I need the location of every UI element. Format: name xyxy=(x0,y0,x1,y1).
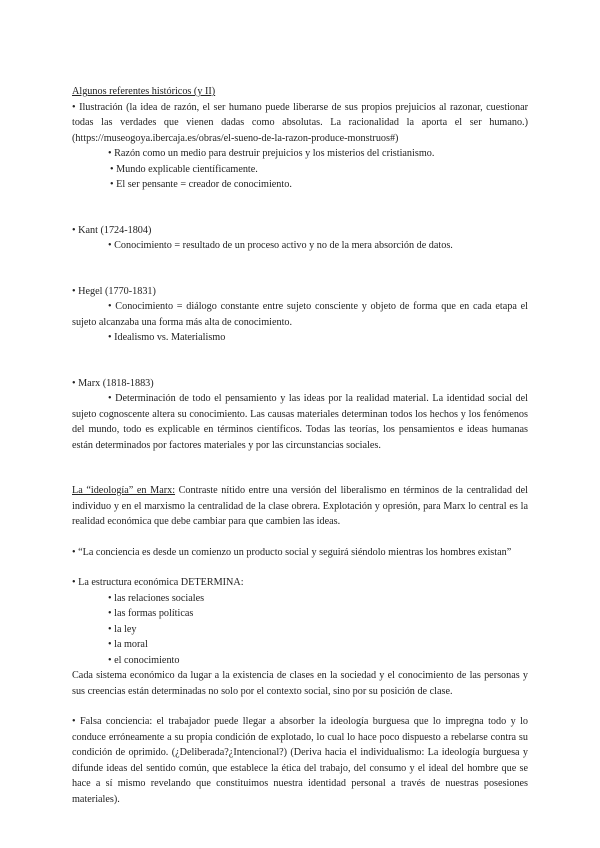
hegel-title: • Hegel (1770-1831) xyxy=(72,285,156,297)
list-item: • la ley xyxy=(108,623,137,635)
list-item: • Razón como un medio para destruir prejuicios y los misterios del cristianismo. xyxy=(108,148,435,159)
marx-title: • Marx (1818-1883) xyxy=(72,377,154,389)
list-item: • Idealismo vs. Materialismo xyxy=(108,332,226,343)
ideologia-paragraph xyxy=(72,483,528,530)
list-item: • Mundo explicable científicamente. xyxy=(110,163,258,175)
estructura-list xyxy=(72,591,528,669)
marx-paragraph: • Determinación de todo el pensamiento y las ideas por la realidad material. La identidad social del sujeto cognoscente altera su conocimiento. Las causas materiales determinan todos los hechos y los fenómenos del mundo, todo es explicable en términos científicos. Todas las teorías, los pensamientos e ideas humanas están determinados por factores materiales y por las circunstancias sociales. xyxy=(72,393,528,451)
ideologia-heading: La “ideología” en Marx: xyxy=(72,485,176,496)
falsa-conciencia-paragraph: • Falsa conciencia: el trabajador puede llegar a absorber la ideología burguesa que lo impregna todo y lo conduce erróneamente a su propia condición de explotado, lo cual lo hace poco dispuesto a rebelarse contra su condición de oprimido. (¿Deliberada?¿Intencional?) (Deriva hacia el individualismo: La ideología burguesa y difunde ideas del sentido común, que establece la ética del trabajo, del consumo y el ideal del hombre que se hace a sí mismo revelando que constituimos nuestra identidad personal a través de nuestras posesiones materiales). xyxy=(72,716,528,805)
ilustracion-bullets xyxy=(72,146,528,193)
kant-title: • Kant (1724-1804) xyxy=(72,224,152,236)
cada-sistema-paragraph: Cada sistema económico da lugar a la existencia de clases en la sociedad y el conocimiento de las personas y sus creencias están determinadas no solo por el contexto social, sino por su posición de clase. xyxy=(72,670,528,697)
list-item: • las relaciones sociales xyxy=(108,592,205,604)
hegel-paragraph: • Conocimiento = diálogo constante entre sujeto consciente y objeto de forma que en cada etapa el sujeto alcanzaba una forma más alta de conocimiento. xyxy=(72,301,528,328)
document-page xyxy=(72,84,528,807)
list-item: • El ser pensante = creador de conocimiento. xyxy=(110,179,292,190)
estructura-title: • La estructura económica DETERMINA: xyxy=(72,577,244,588)
list-item: • Conocimiento = resultado de un proceso activo y no de la mera absorción de datos. xyxy=(108,240,453,251)
list-item: • la moral xyxy=(108,639,148,650)
quote-paragraph: • “La conciencia es desde un comienzo un producto social y seguirá siéndolo mientras los hombres existan” xyxy=(72,546,512,558)
list-item: • el conocimiento xyxy=(108,654,180,666)
section-heading: Algunos referentes históricos (y II) xyxy=(72,86,216,97)
list-item: • las formas políticas xyxy=(108,608,194,619)
ideologia-intro: Contraste nítido entre una versión del liberalismo en términos de la centralidad del individuo y en el marxismo la centralidad de la clase obrera. Explotación y opresión, para Marx lo central es la realidad económica que debe cambiar para que cambien las ideas. xyxy=(72,485,528,527)
ilustracion-paragraph: • Ilustración (la idea de razón, el ser humano puede liberarse de sus propios prejuicios al razonar, cuestionar todas las verdades que vienen dadas como absolutas. La racionalidad la aporta el ser humano.) (https://museogoya.ibercaja.es/obras/el-sueno-de-la-razon-produce-monstruos#) xyxy=(72,101,528,144)
